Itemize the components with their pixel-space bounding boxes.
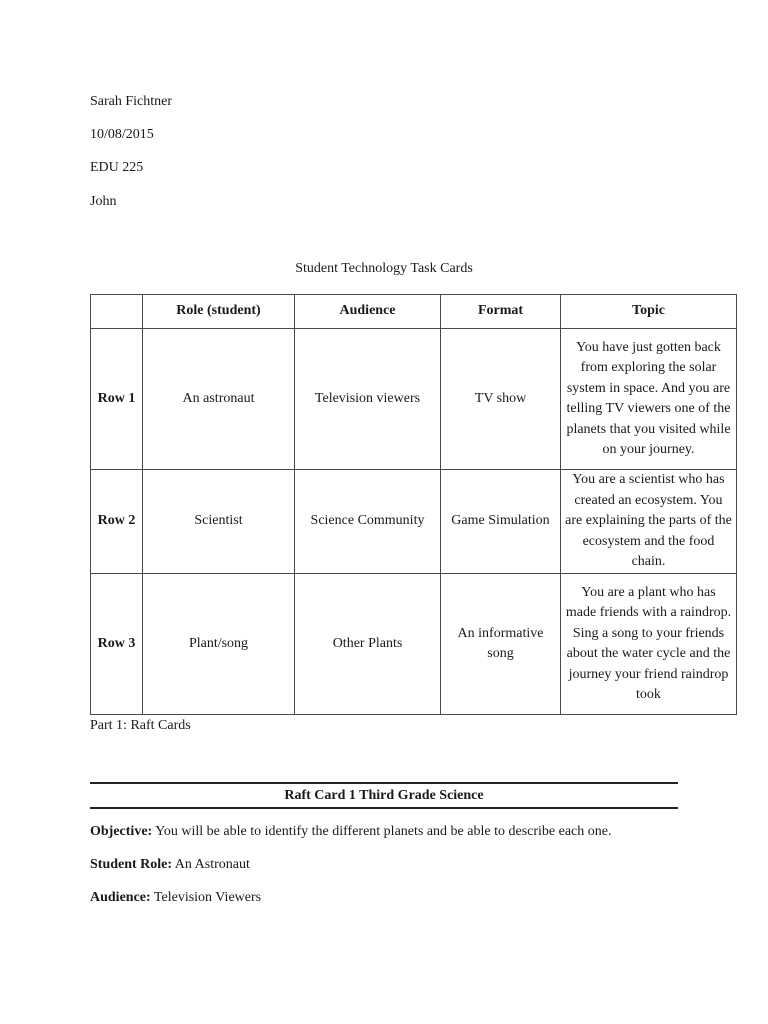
objective-text: You will be able to identify the different planets and be able to describe each one. <box>155 824 612 839</box>
table-header-row <box>91 295 737 329</box>
topic-cell: You are a plant who has made friends with a raindrop. Sing a song to your friends about the water cycle and the journey your friend raindrop took <box>561 574 737 715</box>
table-title: Student Technology Task Cards <box>295 261 473 276</box>
document-date: 10/08/2015 <box>90 127 154 142</box>
student-role-label: Student Role: <box>90 857 173 872</box>
role-cell: Plant/song <box>143 574 295 715</box>
audience-field <box>90 890 261 906</box>
audience-cell: Science Community <box>295 470 441 574</box>
column-header-format: Format <box>441 295 561 329</box>
raft-table <box>90 294 737 715</box>
table-row <box>91 470 737 574</box>
role-cell: An astronaut <box>143 329 295 470</box>
objective-label: Objective: <box>90 824 153 839</box>
row-label: Row 3 <box>91 574 143 715</box>
table-row <box>91 329 737 470</box>
audience-label: Audience: <box>90 890 151 905</box>
card-title-bar <box>90 782 678 809</box>
objective-field <box>90 824 611 840</box>
audience-cell: Television viewers <box>295 329 441 470</box>
audience-text: Television Viewers <box>153 890 262 905</box>
course-code: EDU 225 <box>90 160 144 175</box>
table-row <box>91 574 737 715</box>
table-caption: Part 1: Raft Cards <box>90 718 191 733</box>
topic-cell: You have just gotten back from exploring the solar system in space. And you are telling TV viewers one of the planets that you visited while on your journey. <box>561 329 737 470</box>
format-cell: An informative song <box>441 574 561 715</box>
column-header-topic: Topic <box>561 295 737 329</box>
format-cell: TV show <box>441 329 561 470</box>
audience-cell: Other Plants <box>295 574 441 715</box>
column-header-blank <box>91 295 143 329</box>
author-name: Sarah Fichtner <box>90 94 173 109</box>
student-role-field <box>90 857 250 873</box>
column-header-audience: Audience <box>295 295 441 329</box>
card-title: Raft Card 1 Third Grade Science <box>284 787 484 803</box>
row-label: Row 1 <box>91 329 143 470</box>
row-label: Row 2 <box>91 470 143 574</box>
column-header-role: Role (student) <box>143 295 295 329</box>
role-cell: Scientist <box>143 470 295 574</box>
format-cell: Game Simulation <box>441 470 561 574</box>
instructor-name: John <box>90 194 117 209</box>
student-role-text: An Astronaut <box>174 857 250 872</box>
topic-cell: You are a scientist who has created an ecosystem. You are explaining the parts of the ecosystem and the food chain. <box>561 470 737 574</box>
